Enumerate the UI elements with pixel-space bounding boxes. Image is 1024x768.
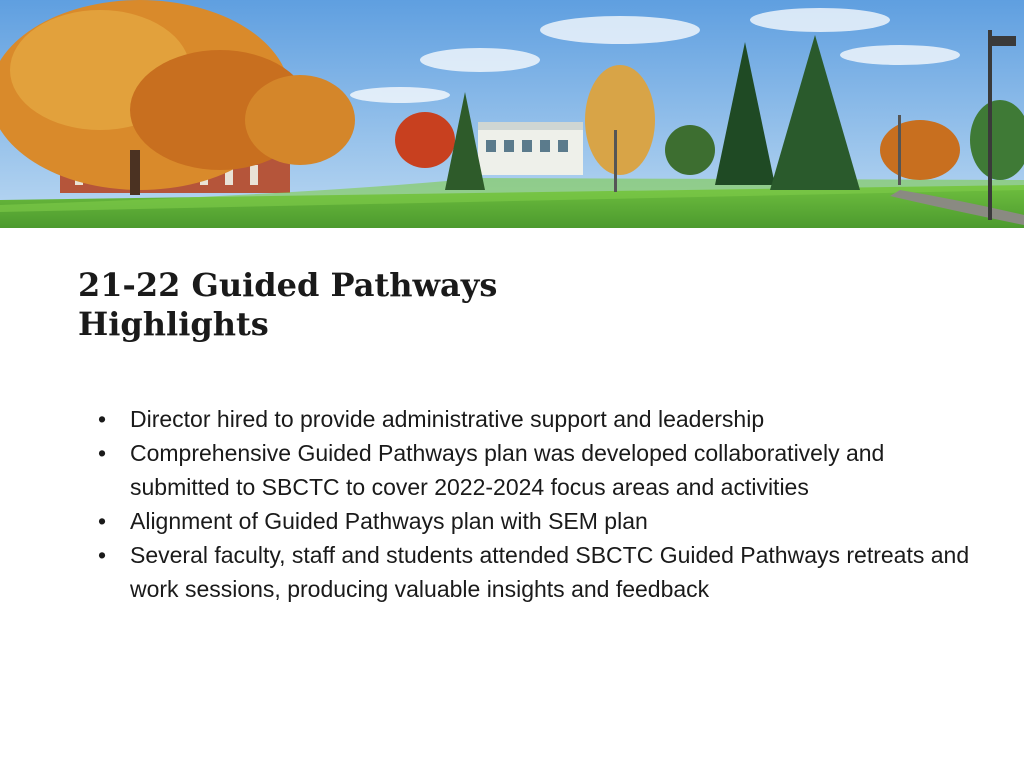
slide-title-line-2: Highlights bbox=[78, 305, 269, 343]
campus-banner-image bbox=[0, 0, 1024, 228]
slide-title bbox=[78, 266, 497, 344]
bullet-item bbox=[98, 402, 978, 436]
bullet-item bbox=[98, 538, 978, 606]
bullet-dot-icon: • bbox=[98, 542, 107, 568]
bullet-text: Several faculty, staff and students attended SBCTC Guided Pathways retreats and work sessions, producing valuable insights and feedback bbox=[130, 542, 970, 602]
highlights-bullet-list bbox=[98, 402, 978, 606]
bullet-text: Director hired to provide administrative support and leadership bbox=[130, 406, 765, 432]
bullet-item bbox=[98, 504, 978, 538]
bullet-dot-icon: • bbox=[98, 406, 107, 432]
slide-title-line-1: 21-22 Guided Pathways bbox=[78, 266, 498, 304]
bullet-text: Alignment of Guided Pathways plan with SEM plan bbox=[130, 508, 648, 534]
bullet-dot-icon: • bbox=[98, 508, 107, 534]
bullet-text: Comprehensive Guided Pathways plan was developed collaboratively and submitted to SBCTC to cover 2022-2024 focus areas and activities bbox=[130, 440, 885, 500]
bullet-item bbox=[98, 436, 978, 504]
bullet-dot-icon: • bbox=[98, 440, 107, 466]
